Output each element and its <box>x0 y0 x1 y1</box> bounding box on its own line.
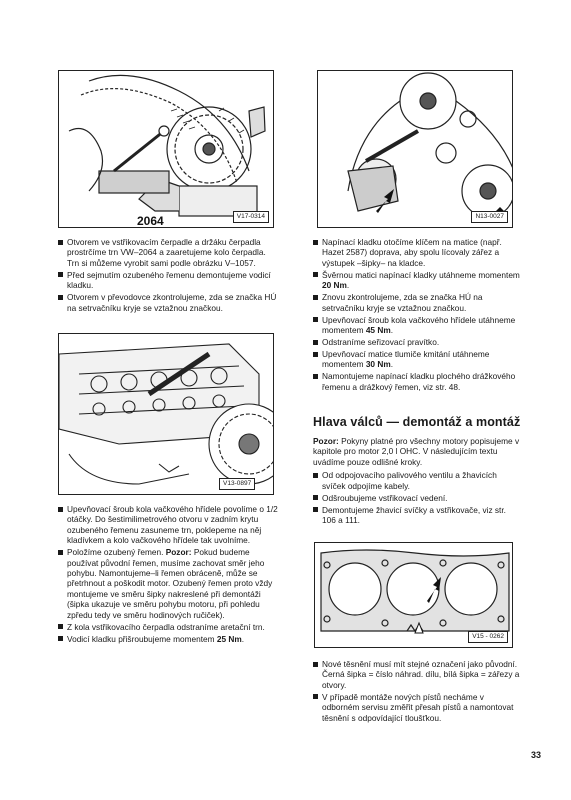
list-item: Před sejmutím ozubeného řemenu demontujeme vodicí kladku. <box>58 270 280 291</box>
list-item: Upevňovací matice tlumiče kmitání utáhneme momentem 30 Nm. <box>313 349 520 370</box>
right-column-block-1 <box>313 237 520 394</box>
list-item: Upevňovací šroub kola vačkového hřídele utáhneme momentem 45 Nm. <box>313 315 520 336</box>
figure-pump-sprocket <box>58 70 274 228</box>
left-list-2 <box>58 504 280 644</box>
figure-id: V13-0897 <box>219 478 255 490</box>
list-item: Položíme ozubený řemen. Pozor: Pokud budeme používat původní řemen, musíme zachovat směr jeho pohybu. Namontujeme–li řemen obráceně, může se přetrhnout a poškodit motor. Ozubený řemen proto vždy montujeme ve směru šipky nakreslené při demontáži (šipka ukazuje ve směru pohybu motoru, při pohledu zpředu tedy ve směru hodinových ručiček). <box>58 547 280 620</box>
list-item: Z kola vstřikovacího čerpadla odstraníme aretační trn. <box>58 622 280 632</box>
list-item: Vodicí kladku přišroubujeme momentem 25 Nm. <box>58 634 280 644</box>
section-heading: Hlava válců — demontáž a montáž <box>313 415 521 429</box>
right-list-2 <box>313 470 520 525</box>
list-item: Otvorem v převodovce zkontrolujeme, zda se značka HÚ na setrvačníku kryje se vztažnou značkou. <box>58 292 280 313</box>
list-item: Nové těsnění musí mít stejné označení jako původní. Černá šipka = číslo náhrad. dílu, bílá šipka = zářezy a otvory. <box>313 659 520 690</box>
figure-camshaft <box>58 333 274 495</box>
page-number: 33 <box>530 750 541 760</box>
left-column-block-1 <box>58 237 280 315</box>
list-item: Napínací kladku otočíme klíčem na matice (např. Hazet 2587) doprava, aby spolu lícovaly zářez a výstupek –šipky– na kladce. <box>313 237 520 268</box>
figure-tool-tag: 2064 <box>137 214 164 228</box>
list-item: Upevňovací šroub kola vačkového hřídele povolíme o 1/2 otáčky. Do šestimilimetrového otvoru v zadním krytu ozubeného řemenu zasuneme trn, poklepeme na něj kladívkem a kolo vačkového hřídele tak uvolníme. <box>58 504 280 546</box>
figure-id: V17-0314 <box>233 211 269 223</box>
list-item: Odšroubujeme vstřikovací vedení. <box>313 493 520 503</box>
list-item: Švěrnou matici napínací kladky utáhneme momentem 20 Nm. <box>313 270 520 291</box>
list-item: Demontujeme žhavicí svíčky a vstřikovače, viz str. 106 a 111. <box>313 505 520 526</box>
list-item: Od odpojovacího palivového ventilu a žhavicích svíček odpojíme kabely. <box>313 470 520 491</box>
right-list-3 <box>313 659 520 723</box>
list-item: Otvorem ve vstřikovacím čerpadle a držáku čerpadla prostrčíme trn VW–2064 a zaaretujeme kolo čerpadla. Trn si můžeme vyrobit sami podle obrázku V–1057. <box>58 237 280 268</box>
right-column-block-3 <box>313 659 520 725</box>
tensioner-illustration <box>318 71 513 228</box>
list-item: V případě montáže nových pístů necháme v odborném servisu změřit přesah pístů a namontovat těsnění s odpovídající tloušťkou. <box>313 692 520 723</box>
figure-tensioner <box>317 70 513 228</box>
camshaft-illustration <box>59 334 274 495</box>
left-column-block-2 <box>58 504 280 646</box>
right-column-block-2 <box>313 436 520 527</box>
left-list-1 <box>58 237 280 313</box>
intro-paragraph: Pozor: Pokyny platné pro všechny motory popisujeme v kapitole pro motor 2,0 l OHC. V následujícím textu uvádíme pouze odlišné kroky. <box>313 436 520 467</box>
list-item: Namontujeme napínací kladku plochého drážkového řemenu a drážkový řemen, viz str. 48. <box>313 371 520 392</box>
pump-sprocket-illustration <box>59 71 274 228</box>
figure-id: N13-0027 <box>471 211 508 223</box>
figure-head-gasket <box>314 542 513 648</box>
list-item: Odstraníme seřizovací pravítko. <box>313 337 520 347</box>
list-item: Znovu zkontrolujeme, zda se značka HÚ na setrvačníku kryje se vztažnou značkou. <box>313 292 520 313</box>
figure-id: V15 - 0262 <box>468 631 508 643</box>
right-list-1 <box>313 237 520 392</box>
